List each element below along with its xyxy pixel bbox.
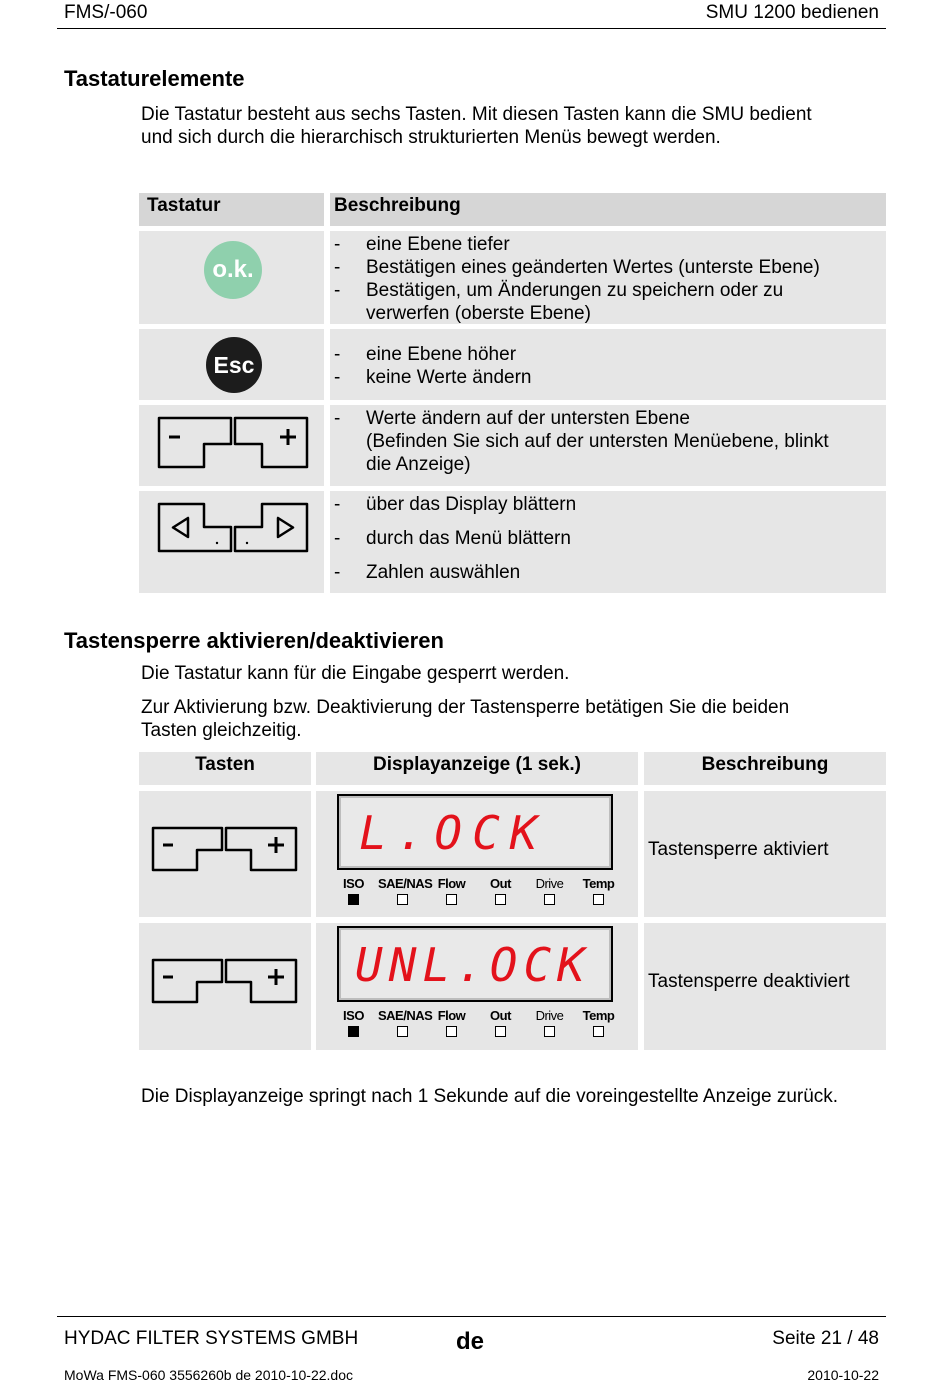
table1-header-keys: Tastatur	[139, 193, 324, 226]
led-flow	[446, 894, 457, 905]
indicator-sae-nas: SAE/NAS	[378, 876, 433, 891]
indicator-temp: Temp	[582, 876, 615, 891]
lock-row-keys-cell	[139, 791, 311, 917]
footer-doc-file: MoWa FMS-060 3556260b de 2010-10-22.doc	[64, 1367, 353, 1383]
indicator-labels	[329, 1008, 623, 1023]
indicator-leds	[329, 1026, 623, 1037]
indicator-flow: Flow	[437, 876, 466, 891]
indicator-labels	[329, 876, 623, 891]
lock-description: Tastensperre aktiviert	[648, 839, 829, 860]
row-arrows-key-cell	[139, 491, 324, 593]
led-out	[495, 1026, 506, 1037]
lcd-display-unlock	[337, 926, 613, 1002]
left-right-keys-icon	[154, 501, 312, 561]
indicator-flow: Flow	[437, 1008, 466, 1023]
indicator-temp: Temp	[582, 1008, 615, 1023]
lcd-text-lock: L.OCK	[359, 806, 548, 860]
unlock-row-desc-cell	[644, 923, 886, 1050]
header-doc-id: FMS/-060	[64, 2, 148, 23]
unlock-row-display-cell	[316, 923, 638, 1050]
indicator-drive: Drive	[535, 876, 564, 891]
row-esc-key-cell	[139, 329, 324, 400]
footer-company: HYDAC FILTER SYSTEMS GMBH	[64, 1328, 359, 1349]
row-esc-description: - eine Ebene höher - keine Werte ändern	[334, 344, 532, 388]
led-temp	[593, 1026, 604, 1037]
table1-header-desc: Beschreibung	[330, 193, 886, 226]
indicator-drive: Drive	[535, 1008, 564, 1023]
led-out	[495, 894, 506, 905]
indicator-iso: ISO	[343, 1008, 364, 1023]
led-iso-on	[348, 1026, 359, 1037]
keylock-paragraph-1: Die Tastatur kann für die Eingabe gesperrt werden.	[141, 663, 570, 684]
led-drive	[544, 1026, 555, 1037]
footer-page-number: Seite 21 / 48	[772, 1328, 879, 1349]
led-sae-nas	[397, 894, 408, 905]
footer-date: 2010-10-22	[807, 1367, 879, 1383]
indicator-out: Out	[490, 1008, 511, 1023]
minus-plus-keys-icon	[150, 825, 300, 875]
keylock-paragraph-2: Zur Aktivierung bzw. Deaktivierung der Tastensperre betätigen Sie die beiden Tasten gleichzeitig.	[141, 697, 790, 741]
indicator-out: Out	[490, 876, 511, 891]
table2-header-desc: Beschreibung	[644, 752, 886, 785]
led-sae-nas	[397, 1026, 408, 1037]
indicator-iso: ISO	[343, 876, 364, 891]
indicator-sae-nas: SAE/NAS	[378, 1008, 433, 1023]
lock-row-desc-cell	[644, 791, 886, 917]
ok-button: o.k.	[204, 241, 262, 299]
row-plusminus-description: - Werte ändern auf der untersten Ebene (Befinden Sie sich auf der untersten Menüebene, blinkt die Anzeige)	[334, 408, 829, 475]
lock-row-display-cell	[316, 791, 638, 917]
section-title-keyboard: Tastaturelemente	[64, 66, 245, 91]
esc-button: Esc	[206, 337, 262, 393]
header-chapter: SMU 1200 bedienen	[705, 2, 879, 23]
unlock-row-keys-cell	[139, 923, 311, 1050]
minus-plus-keys-icon	[150, 957, 300, 1007]
lcd-display-lock	[337, 794, 613, 870]
row-plusminus-key-cell	[139, 405, 324, 486]
led-drive	[544, 894, 555, 905]
table2-header-display: Displayanzeige (1 sek.)	[316, 752, 638, 785]
intro-paragraph: Die Tastatur besteht aus sechs Tasten. Mit diesen Tasten kann die SMU bedient und sich durch die hierarchisch strukturierten Menüs bewegt werden.	[141, 104, 812, 148]
lcd-text-unlock: UNL.OCK	[355, 938, 591, 992]
header-rule	[57, 28, 886, 29]
minus-plus-keys-icon	[154, 415, 312, 475]
led-iso-on	[348, 894, 359, 905]
led-flow	[446, 1026, 457, 1037]
section-title-keylock: Tastensperre aktivieren/deaktivieren	[64, 628, 444, 653]
table2-header-keys: Tasten	[139, 752, 311, 785]
unlock-description: Tastensperre deaktiviert	[648, 971, 850, 992]
led-temp	[593, 894, 604, 905]
indicator-leds	[329, 894, 623, 905]
footer-rule	[57, 1316, 886, 1317]
row-arrows-description: - über das Display blättern - durch das Menü blättern - Zahlen auswählen	[334, 494, 577, 583]
footer-language: de	[456, 1328, 485, 1355]
row-ok-key-cell	[139, 231, 324, 324]
row-ok-description: - eine Ebene tiefer - Bestätigen eines geänderten Wertes (unterste Ebene) - Bestätigen, um Änderungen zu speichern oder zu verwerfen (oberste Ebene)	[334, 234, 820, 324]
display-return-note: Die Displayanzeige springt nach 1 Sekunde auf die voreingestellte Anzeige zurück.	[141, 1086, 839, 1107]
